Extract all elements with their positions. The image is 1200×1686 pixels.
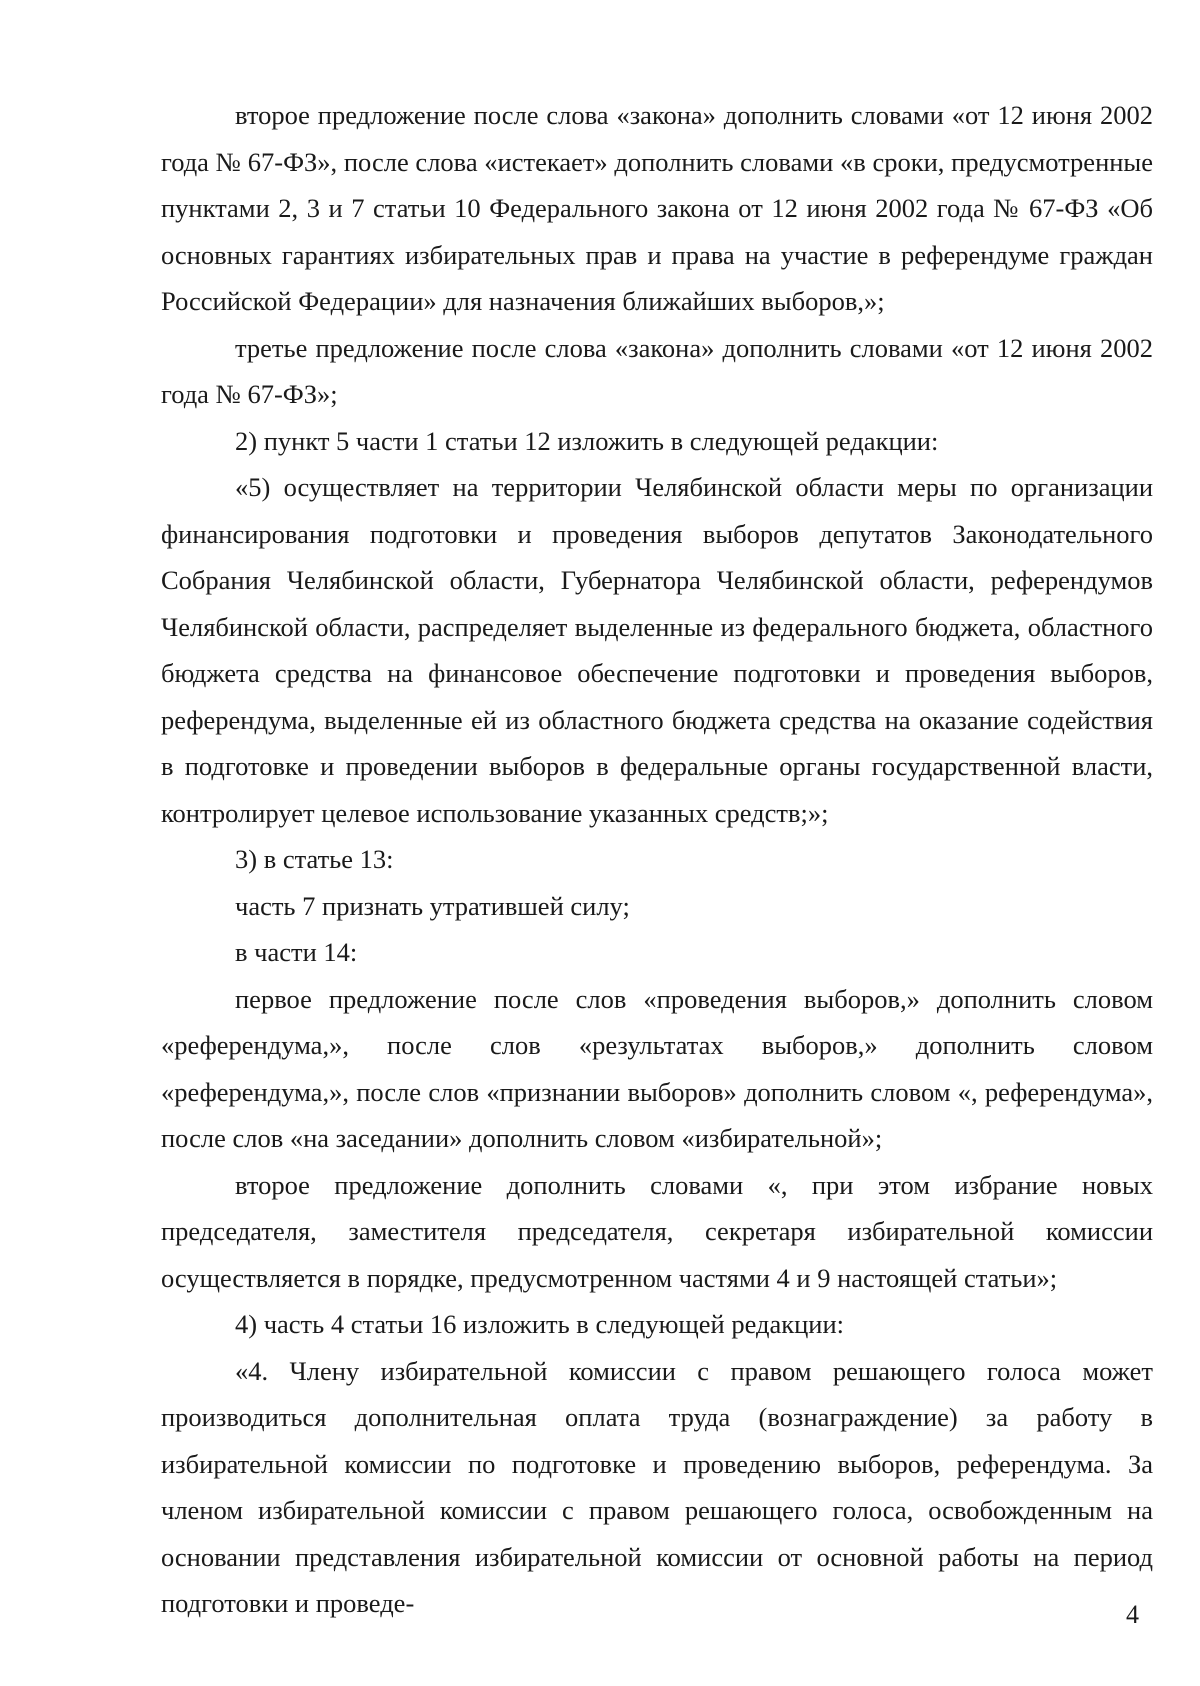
paragraph-item-5-text: «5) осуществляет на территории Челябинской области меры по организации финансирования подготовки и проведения выборов депутатов Законодательного Собрания Челябинской области, Губернатора Челябинской области, референдумов Челябинской области, распределяет выделенные из федерального бюджета, областного бюджета средства на финансовое обеспечение подготовки и проведения выборов, референдума, выделенные ей из областного бюджета средства на оказание содействия в подготовке и проведении выборов в федеральные органы государственной власти, контролирует целевое использование указанных средств;»;: [161, 472, 1153, 828]
paragraph-first-sentence: первое предложение после слов «проведения выборов,» дополнить словом «референдума,», после слов «результатах выборов,» дополнить словом «референдума,», после слов «признании выборов» дополнить словом «, референдума», после слов «на заседании» дополнить словом «избирательной»;: [161, 983, 1153, 1153]
page-number: 4: [1126, 1600, 1139, 1629]
paragraph-item-4: 4) часть 4 статьи 16 изложить в следующей редакции:: [235, 1309, 845, 1339]
paragraph-item-2: 2) пункт 5 части 1 статьи 12 изложить в следующей редакции:: [235, 425, 939, 456]
paragraph-part-4-text: «4. Члену избирательной комиссии с правом решающего голоса может производиться дополнительная оплата труда (вознаграждение) за работу в избирательной комиссии по подготовке и проведению выборов, референдума. За членом избирательной комиссии с правом решающего голоса, освобожденным на основании представления избирательной комиссии от основной работы на период подготовки и проведе-: [161, 1355, 1153, 1618]
paragraph-item-3: 3) в статье 13:: [235, 844, 394, 874]
paragraph-part-14: в части 14:: [235, 937, 358, 967]
paragraph-second-sentence: второе предложение после слова «закона» дополнить словами «от 12 июня 2002 года № 67-ФЗ», после слова «истекает» дополнить словами «в сроки, предусмотренные пунктами 2, 3 и 7 статьи 10 Федерального закона от 12 июня 2002 года № 67-ФЗ «Об основных гарантиях избирательных прав и права на участие в референдуме граждан Российской Федерации» для назначения ближайших выборов,»;: [161, 100, 1153, 316]
paragraph-third-sentence: третье предложение после слова «закона» дополнить словами «от 12 июня 2002 года № 67-ФЗ»;: [161, 332, 1153, 409]
document-body: [161, 92, 1153, 1627]
paragraph-part-7: часть 7 признать утратившей силу;: [235, 890, 630, 921]
paragraph-second-sentence-addition: второе предложение дополнить словами «, при этом избрание новых председателя, заместителя председателя, секретаря избирательной комиссии осуществляется в порядке, предусмотренном частями 4 и 9 настоящей статьи»;: [161, 1169, 1153, 1293]
